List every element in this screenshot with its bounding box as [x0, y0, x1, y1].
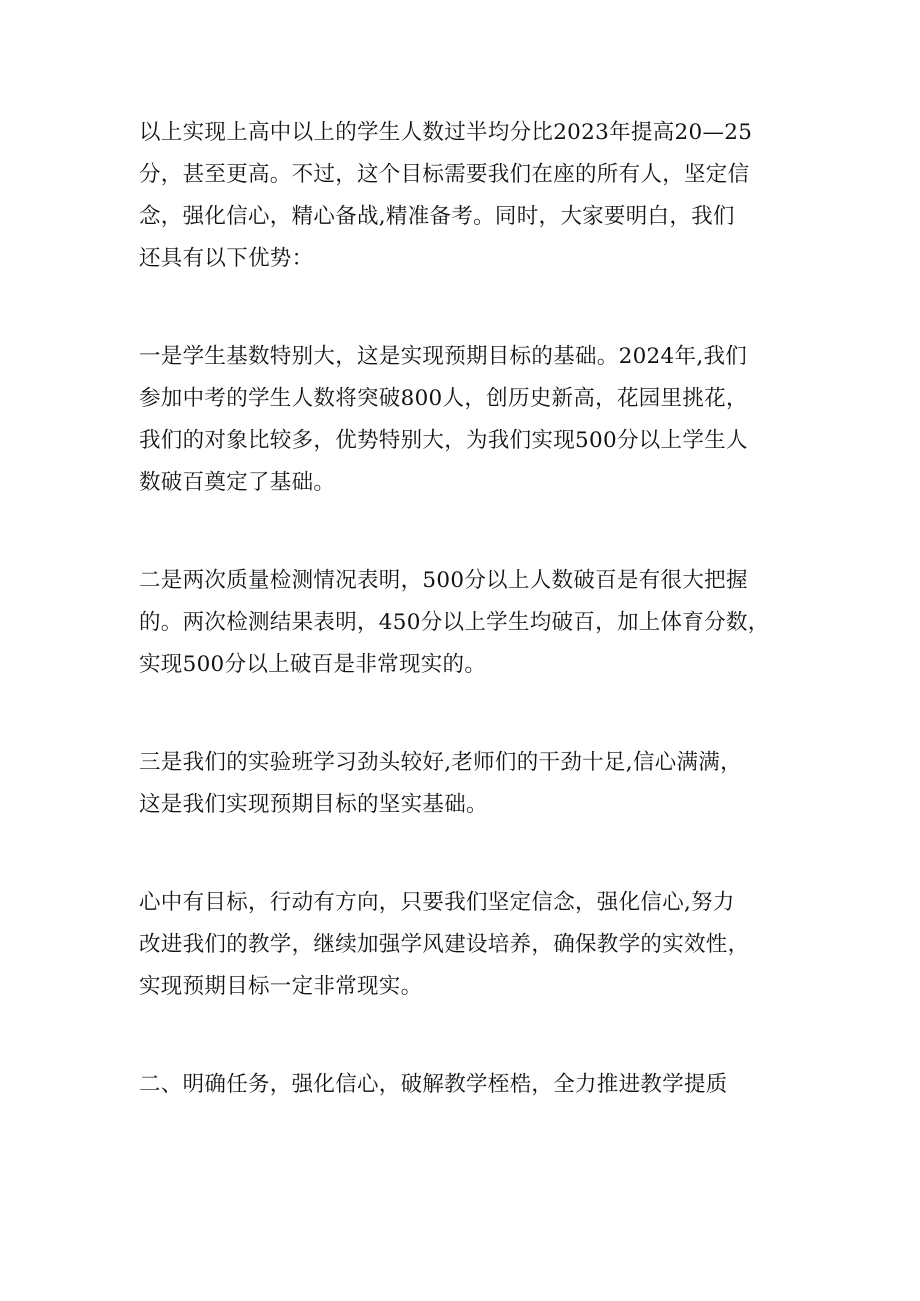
text-line: 的。两次检测结果表明，450分以上学生均破百，加上体育分数，: [139, 610, 770, 635]
text-line: 实现500分以上破百是非常现实的。: [139, 652, 487, 677]
paragraph-advantage-three: [139, 742, 799, 826]
document-body: [139, 112, 799, 1106]
text-line: 还具有以下优势：: [139, 246, 314, 271]
paragraph-spacer: [139, 1008, 799, 1064]
text-line: 我们的对象比较多，优势特别大，为我们实现500分以上学生人: [139, 428, 748, 453]
paragraph-spacer: [139, 280, 799, 336]
text-line: 改进我们的教学，继续加强学风建设培养，确保教学的实效性，: [139, 932, 750, 957]
paragraph-spacer: [139, 686, 799, 742]
text-line: 分，甚至更高。不过，这个目标需要我们在座的所有人，坚定信: [139, 162, 750, 187]
text-line: 这是我们实现预期目标的坚实基础。: [139, 792, 488, 817]
paragraph-advantages-intro: [139, 112, 799, 280]
text-line: 二是两次质量检测情况表明，500分以上人数破百是有很大把握: [139, 568, 748, 593]
text-line: 实现预期目标一定非常现实。: [139, 974, 423, 999]
paragraph-conclusion: [139, 882, 799, 1008]
paragraph-advantage-one: [139, 336, 799, 504]
paragraph-spacer: [139, 504, 799, 560]
text-line: 心中有目标，行动有方向，只要我们坚定信念，强化信心,努力: [139, 890, 735, 915]
text-line: 以上实现上高中以上的学生人数过半均分比2023年提高20—25: [139, 120, 753, 145]
paragraph-spacer: [139, 826, 799, 882]
paragraph-advantage-two: [139, 560, 799, 686]
text-line: 一是学生基数特别大，这是实现预期目标的基础。2024年,我们: [139, 344, 748, 369]
text-line: 参加中考的学生人数将突破800人，创历史新高，花园里挑花，: [139, 386, 748, 411]
section-heading-text: 二、明确任务，强化信心，破解教学桎梏，全力推进教学提质: [139, 1072, 728, 1097]
text-line: 三是我们的实验班学习劲头较好,老师们的干劲十足,信心满满，: [139, 750, 742, 775]
text-line: 数破百奠定了基础。: [139, 470, 336, 495]
text-line: 念，强化信心，精心备战,精准备考。同时，大家要明白，我们: [139, 204, 735, 229]
section-heading: [139, 1064, 799, 1106]
